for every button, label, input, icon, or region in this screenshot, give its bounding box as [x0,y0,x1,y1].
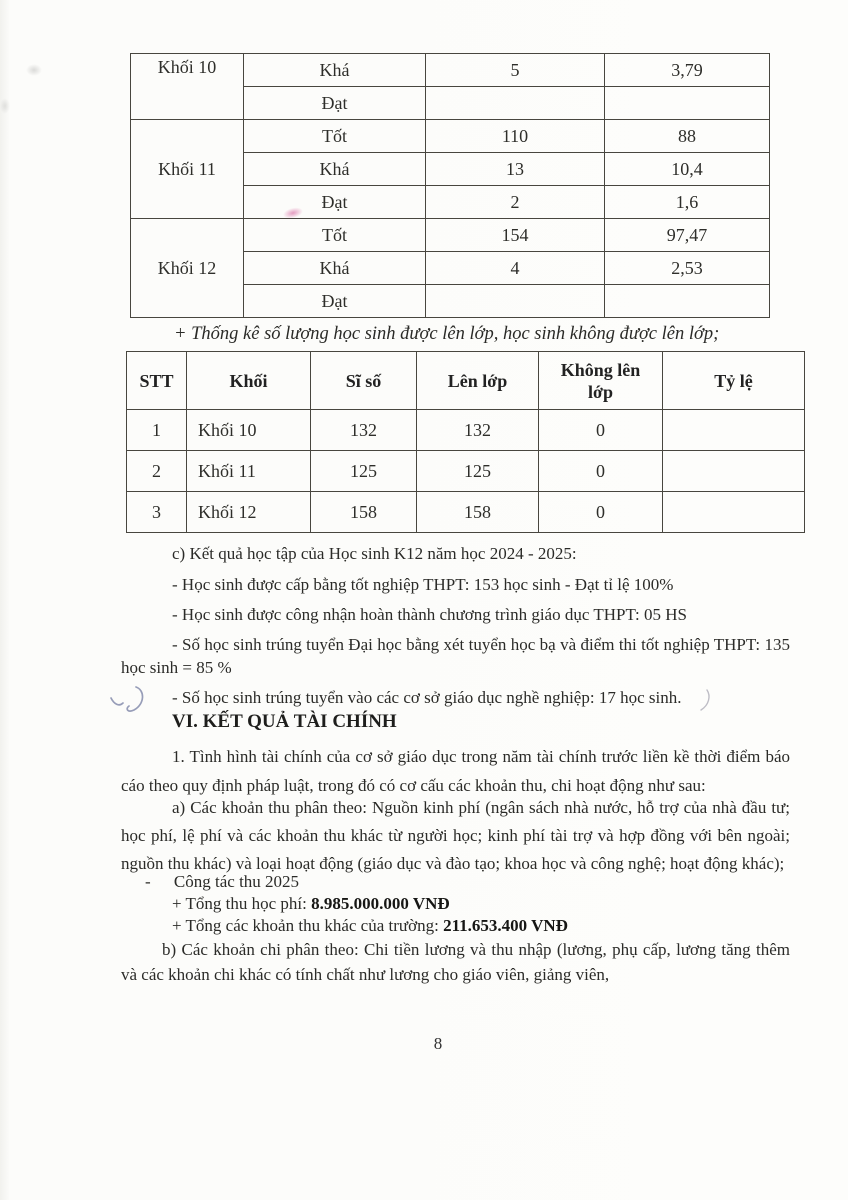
bullet-university-admission: - Số học sinh trúng tuyển Đại học bằng xét tuyển học bạ và điểm thi tốt nghiệp THPT: 135 học sinh = 85 % [121,635,790,677]
other-revenue-label: + Tổng các khoản thu khác của trường: [172,916,444,935]
cell-stt: 2 [127,451,187,492]
table-row [127,451,805,492]
scan-smudge [0,98,10,114]
table-header-row [127,352,805,410]
grade-cell-percent: 2,53 [605,252,770,285]
other-revenue-line [121,915,790,937]
table-row [127,410,805,451]
page-number: 8 [433,1034,443,1053]
cell-len-lop: 132 [417,410,539,451]
grade-group-label: Khối 10 [131,54,244,120]
grade-cell-category: Khá [244,54,426,87]
cell-khoi: Khối 10 [187,410,311,451]
cell-khong-len-lop: 0 [539,451,663,492]
cell-ty-le [663,410,805,451]
grade-cell-count [426,87,605,120]
section-vi-heading: VI. KẾT QUẢ TÀI CHÍNH [172,711,397,732]
cell-stt: 1 [127,410,187,451]
grade-cell-percent: 3,79 [605,54,770,87]
cell-ty-le [663,451,805,492]
para-expense-categories: b) Các khoản chi phân theo: Chi tiền lương và thu nhập (lương, phụ cấp, lương tăng thêm và các khoản chi khác có tính chất như lương cho giáo viên, giảng viên, [121,940,790,984]
cell-khong-len-lop: 0 [539,410,663,451]
bullet-thpt-completion: - Học sinh được công nhận hoàn thành chương trình giáo dục THPT: 05 HS [172,605,687,624]
cell-si-so: 158 [311,492,417,533]
para-financial-overview: 1. Tình hình tài chính của cơ sở giáo dục trong năm tài chính trước liền kề thời điểm báo cáo theo quy định pháp luật, trong đó có cơ cấu các khoản thu, chi hoạt động như sau: [121,747,790,795]
grade-cell-category: Khá [244,252,426,285]
other-revenue-value: 211.653.400 VNĐ [443,916,568,935]
tuition-total-line [121,893,790,915]
cell-len-lop: 125 [417,451,539,492]
grade-cell-percent: 88 [605,120,770,153]
col-header-ty-le: Tỷ lệ [663,352,805,410]
col-header-si-so: Sĩ số [311,352,417,410]
col-header-len-lop: Lên lớp [417,352,539,410]
promotion-table [126,351,805,533]
grade-cell-category: Tốt [244,219,426,252]
bullet-vocational-admission: - Số học sinh trúng tuyển vào các cơ sở giáo dục nghề nghiệp: 17 học sinh. [172,688,682,707]
grade-cell-count: 5 [426,54,605,87]
grade-cell-category: Đạt [244,285,426,318]
col-header-khong-len-lop: Không lên lớp [539,352,663,410]
cell-khoi: Khối 12 [187,492,311,533]
grade-group-label: Khối 12 [131,219,244,318]
col-header-stt: STT [127,352,187,410]
table-row [131,54,770,87]
bullet-thpt-diploma: - Học sinh được cấp bằng tốt nghiệp THPT: 153 học sinh - Đạt tỉ lệ 100% [172,575,674,594]
cell-len-lop: 158 [417,492,539,533]
grade-cell-percent: 97,47 [605,219,770,252]
cell-stt: 3 [127,492,187,533]
grade-cell-percent [605,87,770,120]
cell-khong-len-lop: 0 [539,492,663,533]
para-revenue-categories: a) Các khoản thu phân theo: Nguồn kinh phí (ngân sách nhà nước, hỗ trợ của nhà đầu tư; học phí, lệ phí và các khoản thu khác từ người học; kinh phí tài trợ và hợp đồng với bên ngoài; nguồn thu khác) và loại hoạt động (giáo dục và đào tạo; khoa học và công nghệ; hoạt động khác); [121,798,790,873]
grade-cell-category: Đạt [244,186,426,219]
grade-cell-count: 2 [426,186,605,219]
cell-si-so: 132 [311,410,417,451]
grade-cell-category: Đạt [244,87,426,120]
section-c-heading: c) Kết quả học tập của Học sinh K12 năm học 2024 - 2025: [172,544,577,563]
table-row [131,120,770,153]
revenue-2025-label: Công tác thu 2025 [173,872,300,891]
table-row [131,219,770,252]
blue-pen-squiggle [106,682,152,724]
grade-cell-category: Khá [244,153,426,186]
grade-cell-category: Tốt [244,120,426,153]
gray-pen-curl [698,688,714,714]
grade-summary-table [130,53,770,318]
grade-cell-percent: 10,4 [605,153,770,186]
grade-cell-count: 13 [426,153,605,186]
report-body [121,542,790,987]
grade-cell-count: 154 [426,219,605,252]
grade-cell-count: 110 [426,120,605,153]
cell-si-so: 125 [311,451,417,492]
scan-smudge [26,64,42,76]
promotion-note: + Thống kê số lượng học sinh được lên lớp, học sinh không được lên lớp; [174,324,720,344]
tuition-total-value: 8.985.000.000 VNĐ [311,894,450,913]
tuition-total-label: + Tổng thu học phí: [172,894,312,913]
grade-group-label: Khối 11 [131,120,244,219]
table-row [127,492,805,533]
dash-bullet: - [145,872,151,891]
col-header-khoi: Khối [187,352,311,410]
cell-khoi: Khối 11 [187,451,311,492]
grade-cell-count [426,285,605,318]
grade-cell-percent: 1,6 [605,186,770,219]
cell-ty-le [663,492,805,533]
grade-cell-count: 4 [426,252,605,285]
grade-cell-percent [605,285,770,318]
